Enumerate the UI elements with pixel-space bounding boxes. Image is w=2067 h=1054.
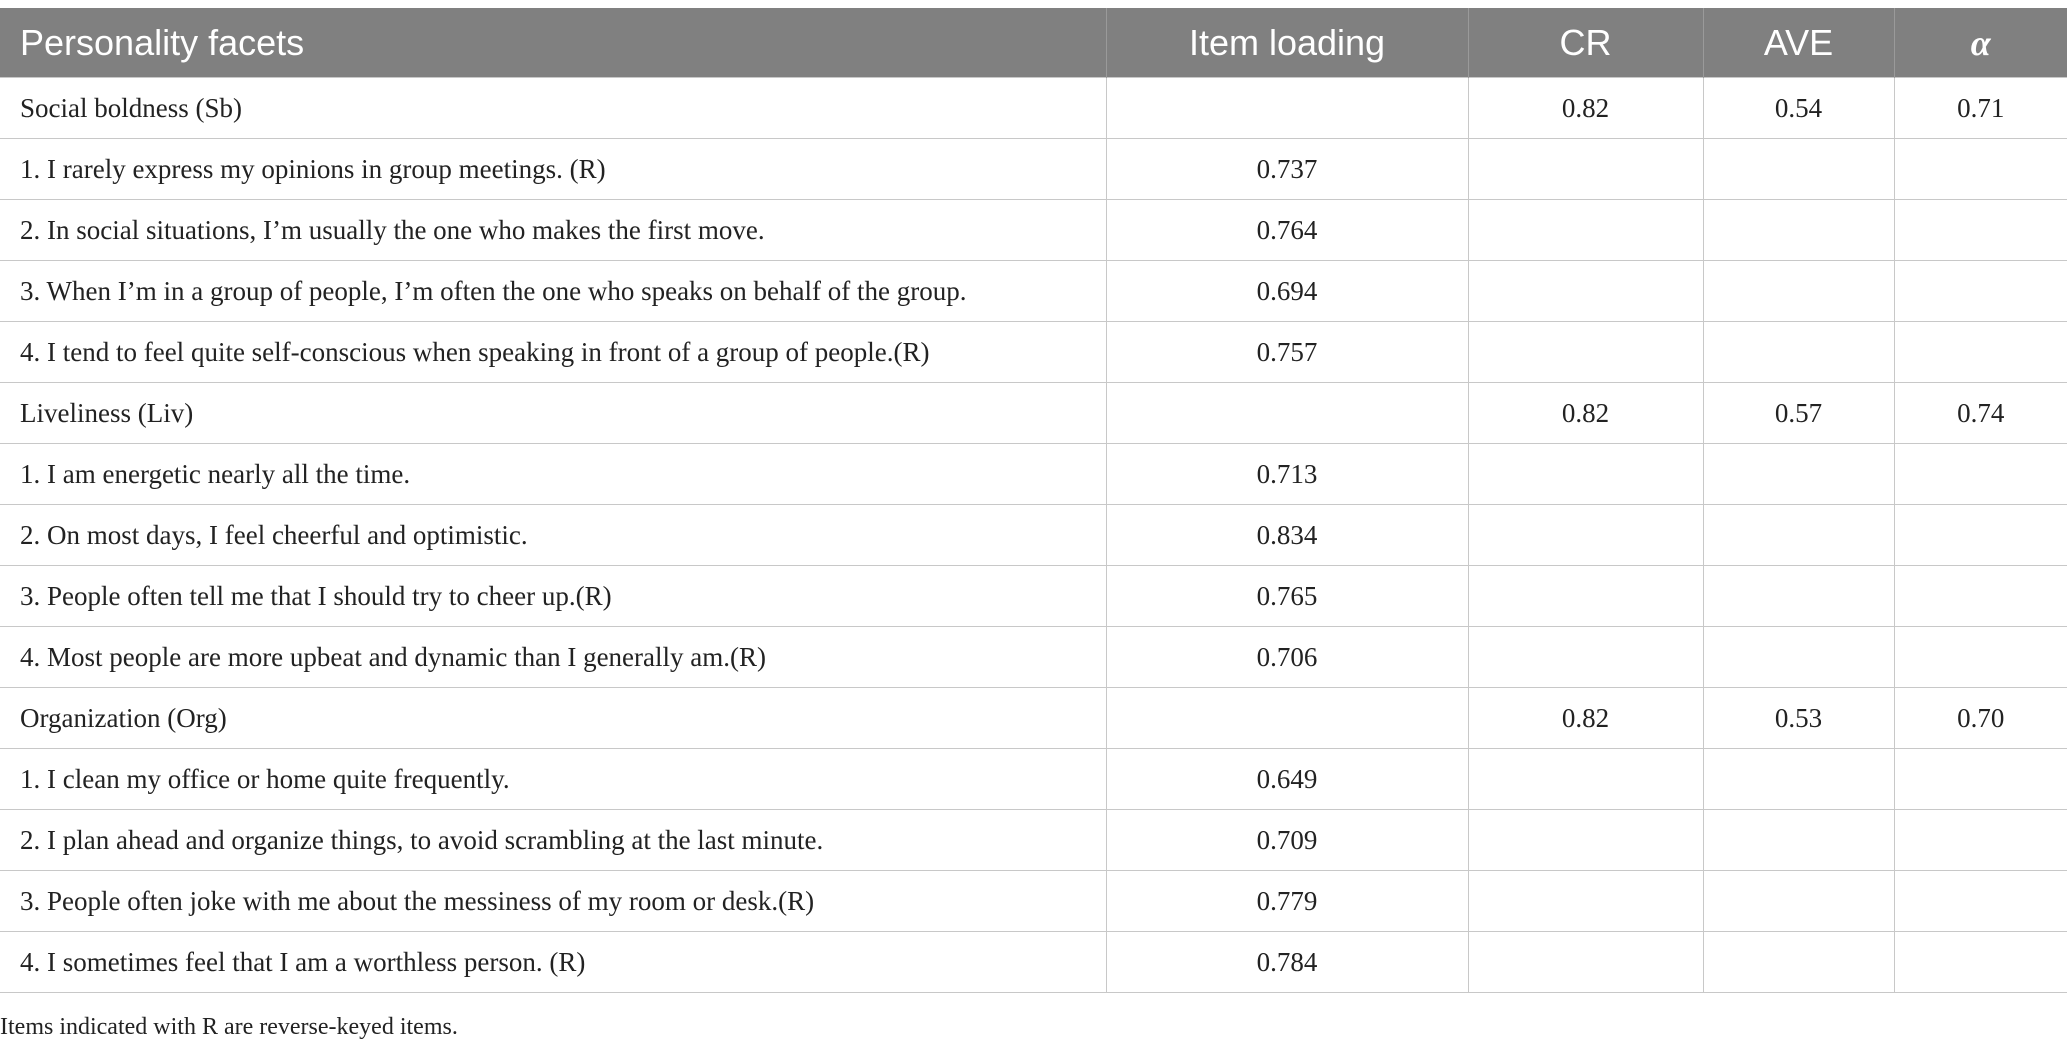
cr-cell	[1468, 810, 1703, 871]
alpha-cell	[1894, 261, 2067, 322]
alpha-cell: 0.70	[1894, 688, 2067, 749]
alpha-cell	[1894, 810, 2067, 871]
ave-cell	[1703, 322, 1894, 383]
alpha-cell	[1894, 444, 2067, 505]
cr-cell	[1468, 627, 1703, 688]
item-label: 3. People often joke with me about the messiness of my room or desk.(R)	[0, 871, 1106, 932]
ave-cell	[1703, 932, 1894, 993]
header-personality-facets: Personality facets	[0, 8, 1106, 78]
cr-cell	[1468, 261, 1703, 322]
item-loading-cell: 0.709	[1106, 810, 1468, 871]
item-loading-cell: 0.779	[1106, 871, 1468, 932]
table-row	[0, 200, 2067, 261]
item-label: 2. In social situations, I’m usually the one who makes the first move.	[0, 200, 1106, 261]
item-label: 4. I tend to feel quite self-conscious when speaking in front of a group of people.(R)	[0, 322, 1106, 383]
item-label: 1. I rarely express my opinions in group meetings. (R)	[0, 139, 1106, 200]
facet-label: Social boldness (Sb)	[0, 78, 1106, 139]
ave-cell	[1703, 871, 1894, 932]
item-loading-cell	[1106, 688, 1468, 749]
table-footnote: Items indicated with R are reverse-keyed items.	[0, 1014, 458, 1040]
cr-cell	[1468, 139, 1703, 200]
table-row	[0, 871, 2067, 932]
alpha-cell: 0.71	[1894, 78, 2067, 139]
personality-facets-table	[0, 8, 2067, 993]
item-label: 1. I clean my office or home quite frequently.	[0, 749, 1106, 810]
cr-cell	[1468, 871, 1703, 932]
cr-cell	[1468, 505, 1703, 566]
cr-cell: 0.82	[1468, 383, 1703, 444]
table-row	[0, 261, 2067, 322]
ave-cell: 0.53	[1703, 688, 1894, 749]
table-row	[0, 444, 2067, 505]
alpha-cell	[1894, 505, 2067, 566]
cr-cell: 0.82	[1468, 78, 1703, 139]
cr-cell	[1468, 322, 1703, 383]
header-cr: CR	[1468, 8, 1703, 78]
item-label: 3. When I’m in a group of people, I’m often the one who speaks on behalf of the group.	[0, 261, 1106, 322]
cr-cell	[1468, 444, 1703, 505]
item-loading-cell: 0.834	[1106, 505, 1468, 566]
ave-cell	[1703, 200, 1894, 261]
table-row	[0, 749, 2067, 810]
table-row	[0, 322, 2067, 383]
alpha-cell	[1894, 322, 2067, 383]
cr-cell: 0.82	[1468, 688, 1703, 749]
item-label: 2. I plan ahead and organize things, to avoid scrambling at the last minute.	[0, 810, 1106, 871]
cr-cell	[1468, 566, 1703, 627]
item-loading-cell	[1106, 383, 1468, 444]
ave-cell	[1703, 444, 1894, 505]
alpha-cell	[1894, 749, 2067, 810]
item-label: 3. People often tell me that I should try to cheer up.(R)	[0, 566, 1106, 627]
alpha-cell: 0.74	[1894, 383, 2067, 444]
item-label: 4. Most people are more upbeat and dynamic than I generally am.(R)	[0, 627, 1106, 688]
table-container	[0, 8, 2067, 993]
alpha-cell	[1894, 932, 2067, 993]
ave-cell	[1703, 505, 1894, 566]
alpha-cell	[1894, 200, 2067, 261]
alpha-cell	[1894, 139, 2067, 200]
ave-cell	[1703, 749, 1894, 810]
item-loading-cell	[1106, 78, 1468, 139]
item-label: 1. I am energetic nearly all the time.	[0, 444, 1106, 505]
header-item-loading: Item loading	[1106, 8, 1468, 78]
ave-cell	[1703, 261, 1894, 322]
ave-cell: 0.54	[1703, 78, 1894, 139]
table-row	[0, 383, 2067, 444]
cr-cell	[1468, 200, 1703, 261]
facet-label: Organization (Org)	[0, 688, 1106, 749]
header-alpha: α	[1894, 8, 2067, 78]
table-header	[0, 8, 2067, 78]
item-loading-cell: 0.757	[1106, 322, 1468, 383]
item-loading-cell: 0.765	[1106, 566, 1468, 627]
ave-cell	[1703, 810, 1894, 871]
ave-cell: 0.57	[1703, 383, 1894, 444]
ave-cell	[1703, 627, 1894, 688]
item-loading-cell: 0.737	[1106, 139, 1468, 200]
table-row	[0, 139, 2067, 200]
cr-cell	[1468, 749, 1703, 810]
table-row	[0, 566, 2067, 627]
table-row	[0, 688, 2067, 749]
ave-cell	[1703, 139, 1894, 200]
alpha-cell	[1894, 566, 2067, 627]
item-loading-cell: 0.649	[1106, 749, 1468, 810]
item-loading-cell: 0.694	[1106, 261, 1468, 322]
alpha-cell	[1894, 627, 2067, 688]
item-label: 2. On most days, I feel cheerful and optimistic.	[0, 505, 1106, 566]
table-row	[0, 810, 2067, 871]
ave-cell	[1703, 566, 1894, 627]
table-row	[0, 932, 2067, 993]
item-loading-cell: 0.784	[1106, 932, 1468, 993]
item-loading-cell: 0.713	[1106, 444, 1468, 505]
item-label: 4. I sometimes feel that I am a worthless person. (R)	[0, 932, 1106, 993]
item-loading-cell: 0.706	[1106, 627, 1468, 688]
cr-cell	[1468, 932, 1703, 993]
table-body	[0, 78, 2067, 993]
header-row	[0, 8, 2067, 78]
alpha-cell	[1894, 871, 2067, 932]
table-row	[0, 78, 2067, 139]
table-row	[0, 505, 2067, 566]
facet-label: Liveliness (Liv)	[0, 383, 1106, 444]
header-ave: AVE	[1703, 8, 1894, 78]
table-row	[0, 627, 2067, 688]
item-loading-cell: 0.764	[1106, 200, 1468, 261]
